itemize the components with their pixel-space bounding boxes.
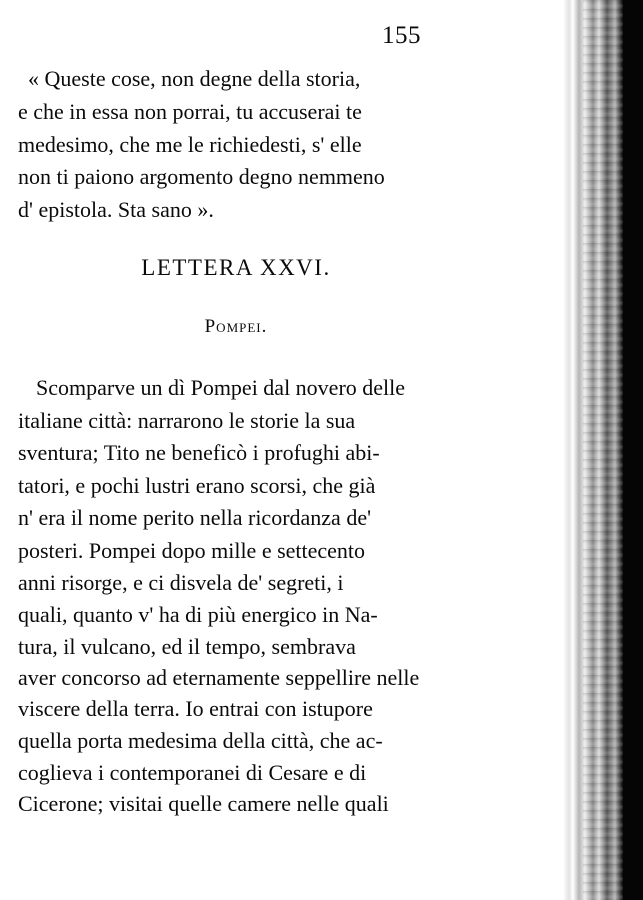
page-number: 155 (382, 22, 421, 49)
body-line: tura, il vulcano, ed il tempo, sembrava (18, 634, 356, 659)
body-line: aver concorso ad eternamente seppellire nelle (18, 665, 420, 690)
body-line: italiane città: narrarono le storie la sua (18, 408, 356, 433)
body-line: quali, quanto v' ha di più energico in Na- (18, 602, 378, 627)
page-edge-streaks (583, 0, 623, 900)
body-line: viscere della terra. Io entrai con istupore (18, 696, 373, 721)
body-line: anni risorge, e ci disvela de' segreti, i (18, 570, 344, 595)
opening-line: « Queste cose, non degne della storia, (28, 66, 361, 91)
body-line: quella porta medesima della città, che ac- (18, 728, 383, 753)
body-line: n' era il nome perito nella ricordanza de' (18, 505, 372, 530)
body-line: posteri. Pompei dopo mille e settecento (18, 538, 366, 563)
opening-line: e che in essa non porrai, tu accuserai te (18, 99, 362, 124)
body-line: Scomparve un dì Pompei dal novero delle (36, 375, 406, 400)
body-line: sventura; Tito ne beneficò i profughi abi- (18, 440, 380, 465)
opening-line: medesimo, che me le richiedesti, s' elle (18, 132, 362, 157)
body-line: coglieva i contemporanei di Cesare e di (18, 760, 367, 785)
opening-line: d' epistola. Sta sano ». (18, 197, 214, 222)
body-line: Cicerone; visitai quelle camere nelle quali (18, 791, 389, 816)
letter-title: LETTERA XXVI. (141, 255, 331, 280)
opening-line: non ti paiono argomento degno nemmeno (18, 164, 385, 189)
body-line: tatori, e pochi lustri erano scorsi, che già (18, 473, 376, 498)
letter-subtitle: Pompei. (204, 316, 268, 337)
